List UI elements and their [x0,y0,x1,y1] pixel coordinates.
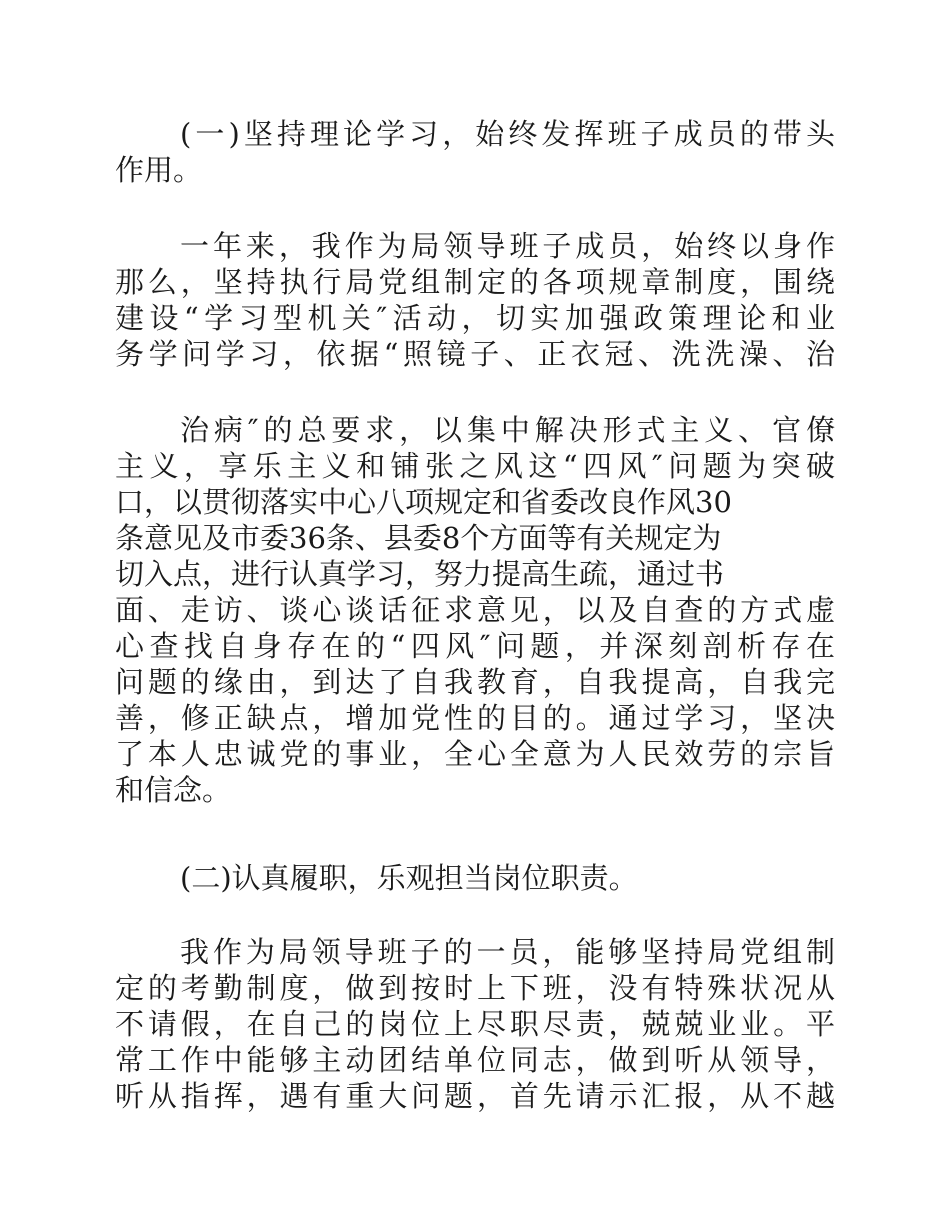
section-1-para-1-line-1: 一年来，我作为局领导班子成员，始终以身作 [180,229,835,263]
section-1-heading-line-1: (一)坚持理论学习，始终发挥班子成员的带头 [180,117,835,151]
section-1-heading-line-2: 作用。 [115,153,203,187]
section-1-para-2-line-2: 主义，享乐主义和铺张之风这“四风″问题为突破 [115,449,835,483]
section-1-para-2-line-11: 和信念。 [115,773,232,807]
section-1-para-1-line-3: 建设“学习型机关″活动，切实加强政策理论和业 [115,301,835,335]
section-2-para-1-line-5: 听从指挥，遇有重大问题，首先请示汇报，从不越 [115,1079,835,1113]
section-2-heading-line-1: (二)认真履职，乐观担当岗位职责。 [180,861,638,895]
section-2-para-1-line-4: 常工作中能够主动团结单位同志，做到听从领导， [115,1043,835,1077]
section-1-para-2-line-7: 心查找自身存在的“四风″问题，并深刻剖析存在 [115,629,835,663]
section-1-para-2-line-8: 问题的缘由，到达了自我教育，自我提高，自我完 [115,665,835,699]
section-1-para-1-line-4: 务学问学习，依据“照镜子、正衣冠、洗洗澡、治 [115,337,835,371]
section-1-para-2-line-3: 口，以贯彻落实中心八项规定和省委改良作风30 [115,485,732,519]
section-2-para-1-line-2: 定的考勤制度，做到按时上下班，没有特殊状况从 [115,971,835,1005]
section-1-para-2-line-6: 面、走访、谈心谈话征求意见，以及自查的方式虚 [115,593,835,627]
section-1-para-2-line-5: 切入点，进行认真学习，努力提高生疏，通过书 [115,557,725,591]
section-1-para-2-line-1: 治病″的总要求，以集中解决形式主义、官僚 [180,413,835,447]
section-1-para-1-line-2: 那么，坚持执行局党组制定的各项规章制度，围绕 [115,265,835,299]
section-2-para-1-line-1: 我作为局领导班子的一员，能够坚持局党组制 [180,935,835,969]
section-1-para-2-line-10: 了本人忠诚党的事业，全心全意为人民效劳的宗旨 [115,737,835,771]
section-1-para-2-line-9: 善，修正缺点，增加党性的目的。通过学习，坚决 [115,701,835,735]
section-1-para-2-line-4: 条意见及市委36条、县委8个方面等有关规定为 [115,521,722,555]
section-2-para-1-line-3: 不请假，在自己的岗位上尽职尽责，兢兢业业。平 [115,1007,835,1041]
